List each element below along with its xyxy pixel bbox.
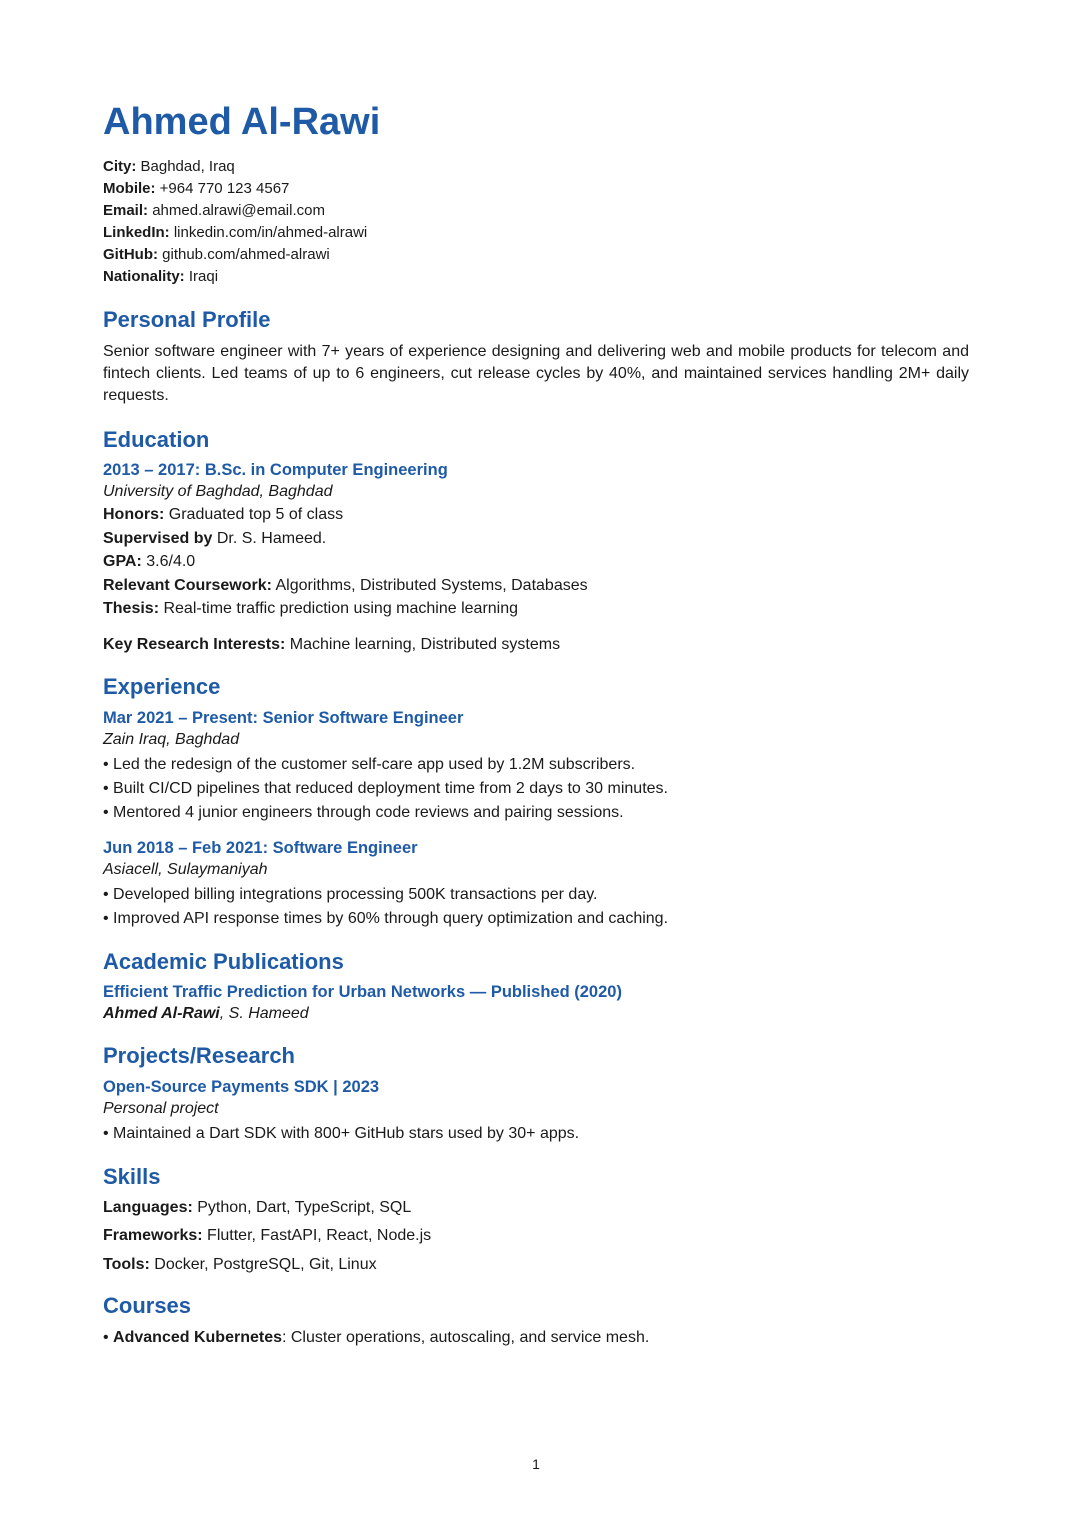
job-bullet: • Mentored 4 junior engineers through code reviews and pairing sessions. — [103, 803, 624, 821]
detail-value: 3.6/4.0 — [146, 553, 196, 571]
contact-label: City: — [103, 157, 137, 175]
page-number: 1 — [532, 1456, 540, 1472]
skill-label: Tools: — [103, 1255, 150, 1273]
education-institution: University of Baghdad, Baghdad — [103, 483, 333, 501]
education-detail — [103, 503, 969, 527]
section-title-experience: Experience — [103, 674, 221, 700]
section-title-courses: Courses — [103, 1293, 192, 1319]
section-title-publications: Academic Publications — [103, 948, 344, 974]
education-entry-title: 2013 – 2017: B.Sc. in Computer Engineering — [103, 461, 448, 480]
interests-label: Key Research Interests: — [103, 635, 286, 653]
skills-list — [103, 1194, 969, 1280]
contact-value: github.com/ahmed-alrawi — [162, 245, 330, 263]
job-title: Mar 2021 – Present: Senior Software Engineer — [103, 708, 464, 727]
skill-label: Frameworks: — [103, 1227, 203, 1245]
skill-value: Docker, PostgreSQL, Git, Linux — [154, 1255, 377, 1273]
publication-title: Efficient Traffic Prediction for Urban Networks — Published (2020) — [103, 983, 622, 1002]
contact-label: Mobile: — [103, 179, 156, 197]
job-title: Jun 2018 – Feb 2021: Software Engineer — [103, 838, 418, 857]
detail-label: Supervised by — [103, 529, 213, 547]
contact-value: Baghdad, Iraq — [140, 157, 235, 175]
education-detail — [103, 527, 969, 551]
contact-mobile — [103, 178, 969, 200]
course-item — [103, 1326, 969, 1350]
contact-label: LinkedIn: — [103, 223, 170, 241]
job-company: Asiacell, Sulaymaniyah — [103, 860, 268, 878]
detail-value: Graduated top 5 of class — [168, 506, 344, 524]
detail-value: Dr. S. Hameed. — [216, 529, 327, 547]
skill-row — [103, 1194, 969, 1223]
profile-text: Senior software engineer with 7+ years of experience designing and delivering web and mobile products for telecom and fintech clients. Led teams of up to 6 engineers, cut release cycles by 40%, and maintained services handling 2M+ daily requests. — [103, 342, 969, 404]
contact-value: linkedin.com/in/ahmed-alrawi — [173, 223, 368, 241]
resume-page — [103, 100, 969, 1350]
detail-value: Algorithms, Distributed Systems, Databases — [275, 576, 588, 594]
job-bullet: • Built CI/CD pipelines that reduced deployment time from 2 days to 30 minutes. — [103, 779, 668, 797]
section-title-education: Education — [103, 426, 210, 452]
detail-value: Real-time traffic prediction using machine learning — [163, 600, 519, 618]
contact-label: Email: — [103, 201, 149, 219]
skill-row — [103, 1222, 969, 1251]
contact-value: +964 770 123 4567 — [159, 179, 290, 197]
publication-author-main: Ahmed Al-Rawi — [103, 1005, 220, 1023]
project-bullet: • Maintained a Dart SDK with 800+ GitHub stars used by 30+ apps. — [103, 1124, 580, 1142]
education-detail — [103, 574, 969, 598]
contact-block — [103, 156, 969, 288]
detail-label: Thesis: — [103, 600, 160, 618]
course-desc: : Cluster operations, autoscaling, and service mesh. — [281, 1328, 650, 1346]
section-title-profile: Personal Profile — [103, 306, 271, 332]
contact-city — [103, 156, 969, 178]
contact-linkedin — [103, 222, 969, 244]
project-subtitle: Personal project — [103, 1099, 219, 1117]
education-detail — [103, 550, 969, 574]
section-title-skills: Skills — [103, 1163, 161, 1189]
skill-label: Languages: — [103, 1198, 193, 1216]
interests-value: Machine learning, Distributed systems — [289, 635, 561, 653]
job-bullet: • Improved API response times by 60% through query optimization and caching. — [103, 909, 669, 927]
resume-name: Ahmed Al-Rawi — [103, 101, 381, 143]
contact-nationality — [103, 266, 969, 288]
contact-label: Nationality: — [103, 267, 185, 285]
contact-value: Iraqi — [188, 267, 219, 285]
project-title: Open-Source Payments SDK | 2023 — [103, 1077, 380, 1096]
job-bullet: • Led the redesign of the customer self-care app used by 1.2M subscribers. — [103, 755, 636, 773]
detail-label: Honors: — [103, 506, 165, 524]
contact-email — [103, 200, 969, 222]
job-bullet: • Developed billing integrations processing 500K transactions per day. — [103, 885, 598, 903]
publication-author-rest: , S. Hameed — [219, 1005, 309, 1023]
job-company: Zain Iraq, Baghdad — [103, 730, 240, 748]
skill-row — [103, 1251, 969, 1280]
research-interests — [103, 633, 969, 657]
skill-value: Python, Dart, TypeScript, SQL — [197, 1198, 412, 1216]
skill-value: Flutter, FastAPI, React, Node.js — [207, 1227, 432, 1245]
contact-label: GitHub: — [103, 245, 158, 263]
detail-label: GPA: — [103, 553, 142, 571]
contact-github — [103, 244, 969, 266]
course-bullet: • — [103, 1328, 114, 1346]
education-detail — [103, 597, 969, 621]
section-title-projects: Projects/Research — [103, 1043, 295, 1069]
publication-authors — [103, 1003, 969, 1025]
course-name: Advanced Kubernetes — [113, 1328, 282, 1346]
detail-label: Relevant Coursework: — [103, 576, 272, 594]
contact-value: ahmed.alrawi@email.com — [152, 201, 325, 219]
